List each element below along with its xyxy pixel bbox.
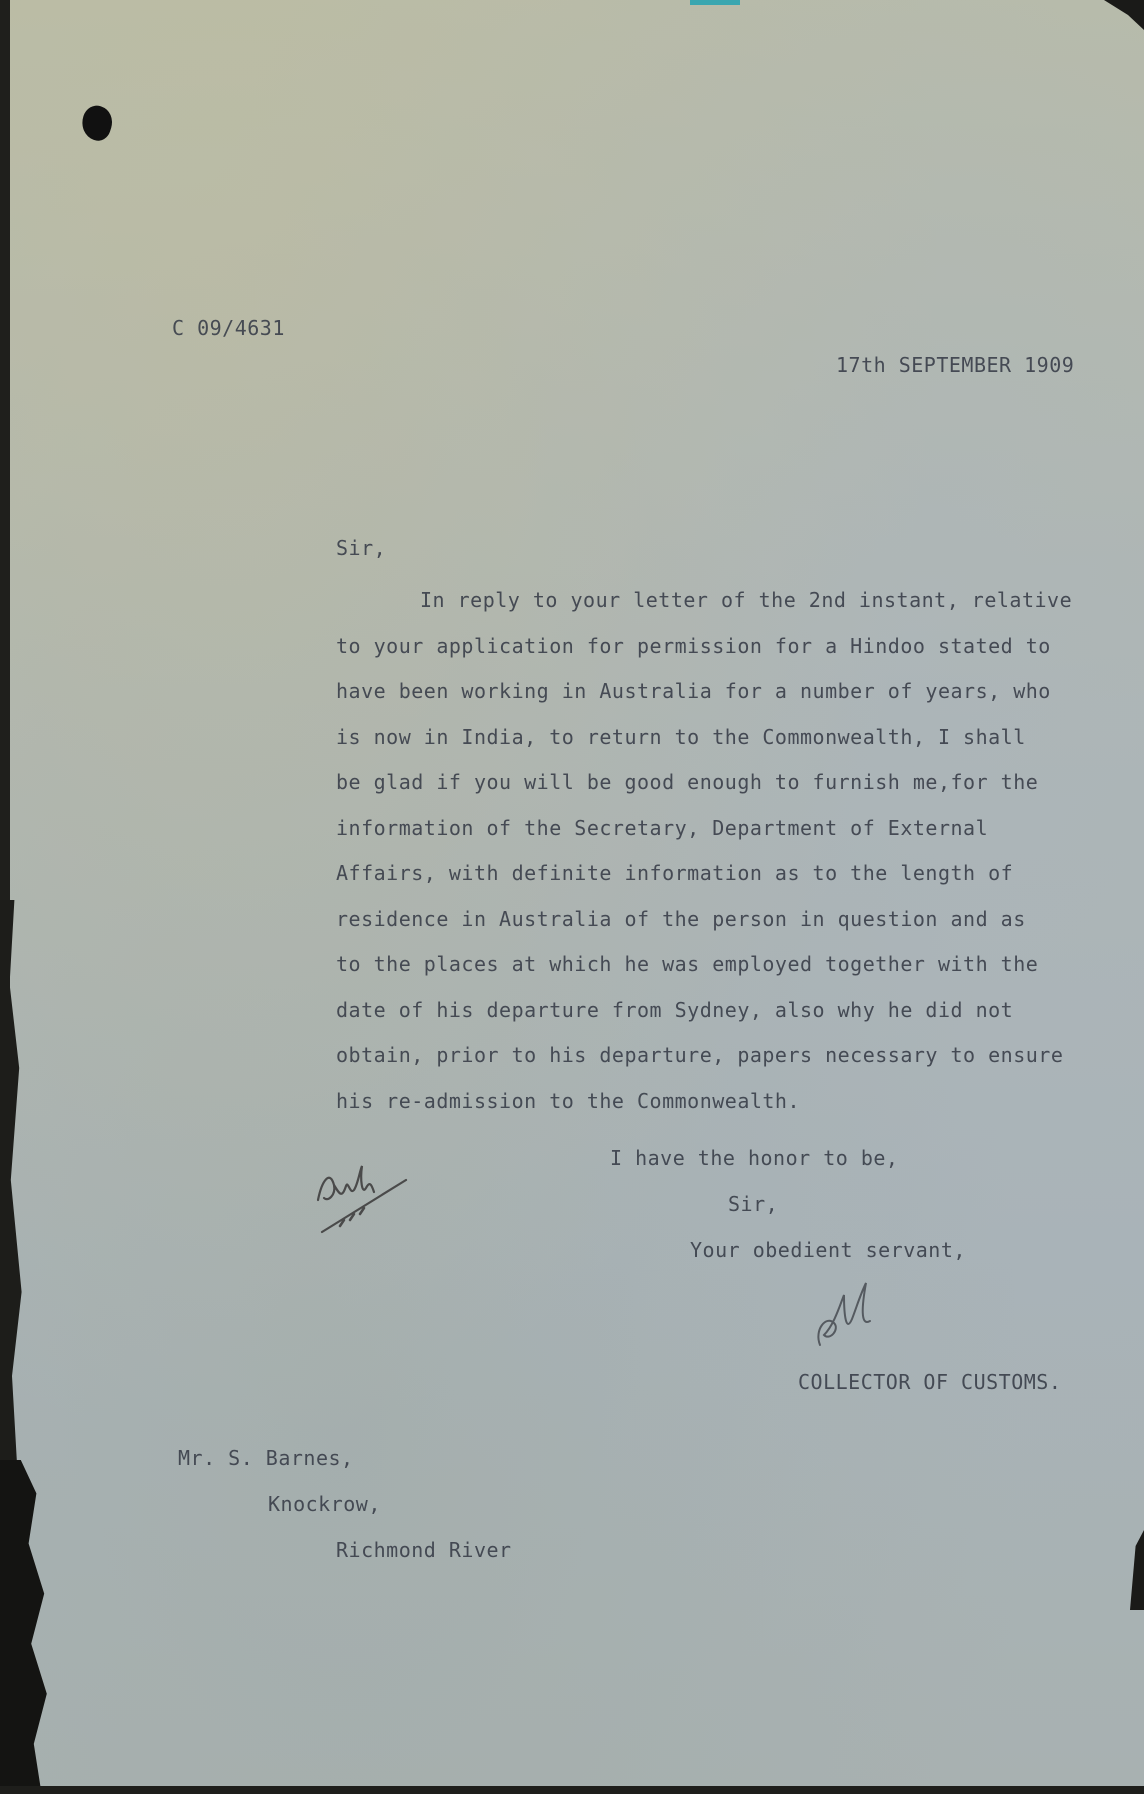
closing-line-3: Your obedient servant, xyxy=(690,1238,966,1262)
body-line: be glad if you will be good enough to furnish me,for the xyxy=(336,770,1039,794)
tape-mark xyxy=(690,0,740,5)
body-line: have been working in Australia for a number of years, who xyxy=(336,679,1051,703)
scan-edge-bottom xyxy=(0,1786,1144,1794)
body-line: Affairs, with definite information as to the length of xyxy=(336,861,1014,885)
body-line: date of his departure from Sydney, also why he did not xyxy=(336,997,1014,1022)
addressee-locality: Knockrow, xyxy=(268,1492,381,1516)
body-line: to the places at which he was employed together with the xyxy=(336,952,1039,976)
body-line: obtain, prior to his departure, papers necessary to ensure xyxy=(336,1043,1064,1067)
closing-line-1: I have the honor to be, xyxy=(610,1146,899,1170)
signatory-title: COLLECTOR OF CUSTOMS. xyxy=(798,1370,1062,1394)
body-line: his re-admission to the Commonwealth. xyxy=(336,1088,801,1113)
body-line: In reply to your letter of the 2nd instant, relative xyxy=(420,588,1073,612)
addressee-district: Richmond River xyxy=(336,1538,512,1562)
torn-edge-left-bottom xyxy=(0,1460,52,1794)
handwritten-initials-icon xyxy=(310,1140,410,1240)
letter-date: 17th SEPTEMBER 1909 xyxy=(836,353,1075,377)
reference-number: C 09/4631 xyxy=(172,316,285,340)
signature-scribble-icon xyxy=(800,1275,890,1355)
body-line: is now in India, to return to the Commonwealth, I shall xyxy=(336,724,1026,749)
salutation: Sir, xyxy=(336,536,387,560)
punch-hole xyxy=(77,102,116,144)
scan-corner-top-right xyxy=(1104,0,1144,30)
body-line: to your application for permission for a Hindoo stated to xyxy=(336,633,1051,658)
body-line: information of the Secretary, Department of External xyxy=(336,815,989,840)
torn-edge-left xyxy=(0,900,24,1460)
scan-notch-right xyxy=(1130,1530,1144,1610)
body-line: residence in Australia of the person in question and as xyxy=(336,906,1026,931)
letter-body xyxy=(336,578,1072,1124)
closing-line-2: Sir, xyxy=(728,1192,779,1216)
addressee-name: Mr. S. Barnes, xyxy=(178,1446,354,1470)
